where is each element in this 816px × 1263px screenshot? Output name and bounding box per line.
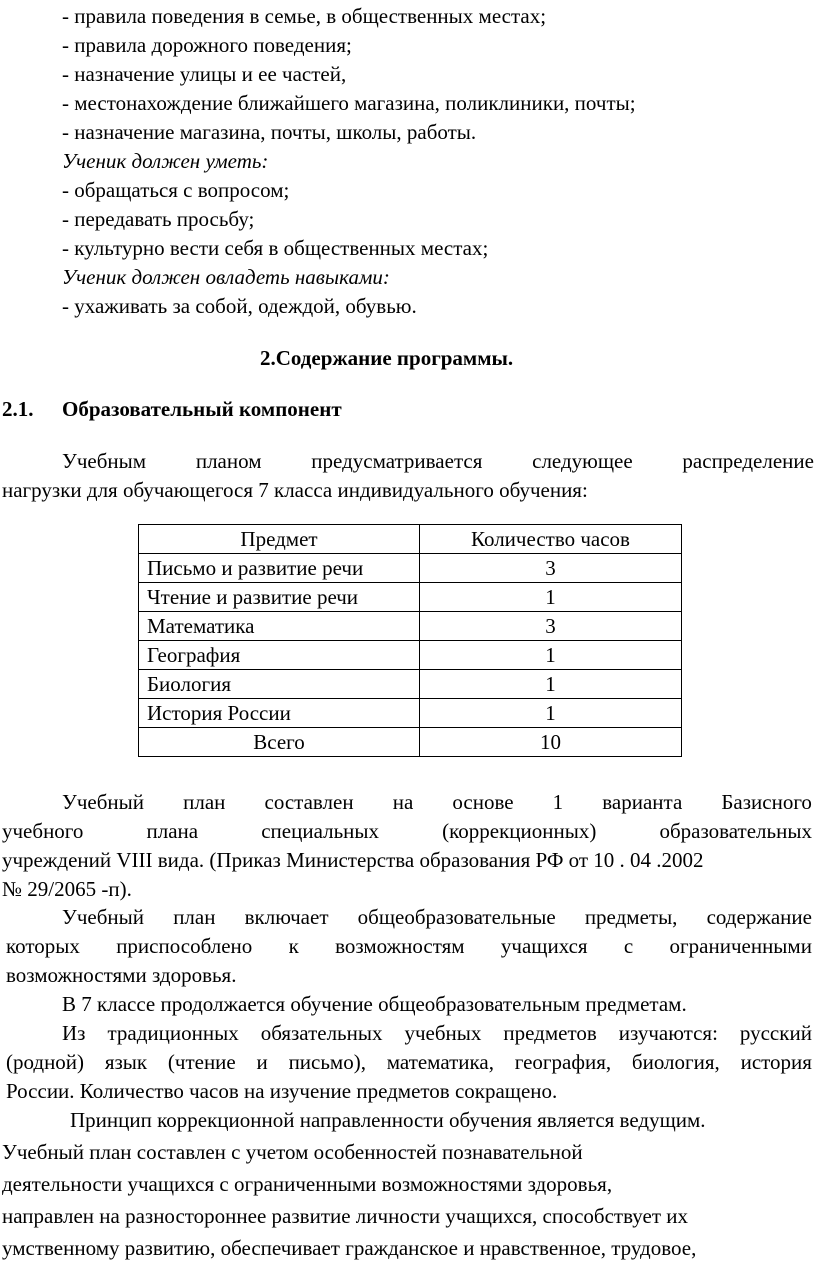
table-row: [139, 641, 682, 670]
paragraph-line: Принцип коррекционной направленности обучения является ведущим.: [70, 1108, 706, 1132]
subject-cell: География: [139, 641, 420, 670]
paragraph-line: учреждений VIII вида. (Приказ Министерства образования РФ от 10 . 04 .2002: [2, 848, 704, 872]
skills-heading: Ученик должен уметь:: [62, 149, 269, 173]
paragraph-line: Из традиционных обязательных учебных предметов изучаются: русский: [62, 1021, 812, 1045]
paragraph-line: (родной) язык (чтение и письмо), математика, география, биология, история: [6, 1050, 812, 1074]
list-item: - правила поведения в семье, в общественных местах;: [62, 4, 547, 28]
total-value: 10: [420, 728, 682, 757]
subsection-title: Образовательный компонент: [62, 397, 342, 421]
hours-cell: 1: [420, 670, 682, 699]
column-header-subject: Предмет: [139, 525, 420, 554]
hours-table: [138, 524, 682, 757]
list-item: - обращаться с вопросом;: [62, 178, 290, 202]
paragraph-line: Учебный план составлен с учетом особенностей познавательной: [2, 1140, 583, 1164]
column-header-hours: Количество часов: [420, 525, 682, 554]
paragraph-line: № 29/2065 -п).: [2, 877, 132, 901]
paragraph-line: деятельности учащихся с ограниченными возможностями здоровья,: [2, 1172, 613, 1196]
hours-cell: 1: [420, 699, 682, 728]
paragraph-line: учебного плана специальных (коррекционных) образовательных: [2, 819, 812, 843]
subsection-number: 2.1.: [2, 397, 34, 421]
paragraph-line: В 7 классе продолжается обучение общеобразовательным предметам.: [62, 992, 687, 1016]
subject-cell: Чтение и развитие речи: [139, 583, 420, 612]
subject-cell: Математика: [139, 612, 420, 641]
habits-heading: Ученик должен овладеть навыками:: [62, 265, 390, 289]
table-header-row: [139, 525, 682, 554]
list-item: - правила дорожного поведения;: [62, 33, 352, 57]
subject-cell: История России: [139, 699, 420, 728]
paragraph-line: России. Количество часов на изучение предметов сокращено.: [6, 1079, 558, 1103]
list-item: - ухаживать за собой, одеждой, обувью.: [62, 294, 417, 318]
list-item: - местонахождение ближайшего магазина, поликлиники, почты;: [62, 91, 636, 115]
table-row: [139, 554, 682, 583]
table-total-row: [139, 728, 682, 757]
total-label: Всего: [139, 728, 420, 757]
hours-cell: 3: [420, 554, 682, 583]
table-row: [139, 670, 682, 699]
list-item: - назначение магазина, почты, школы, работы.: [62, 120, 477, 144]
paragraph-line: умственному развитию, обеспечивает гражданское и нравственное, трудовое,: [2, 1236, 697, 1260]
list-item: - передавать просьбу;: [62, 207, 255, 231]
table-row: [139, 699, 682, 728]
list-item: - назначение улицы и ее частей,: [62, 62, 347, 86]
hours-cell: 3: [420, 612, 682, 641]
table-row: [139, 612, 682, 641]
paragraph-line: возможностями здоровья.: [6, 963, 237, 987]
paragraph-line: Учебный план составлен на основе 1 варианта Базисного: [62, 790, 812, 814]
hours-cell: 1: [420, 641, 682, 670]
paragraph-line: направлен на разностороннее развитие личности учащихся, способствует их: [2, 1204, 688, 1228]
subject-cell: Биология: [139, 670, 420, 699]
hours-cell: 1: [420, 583, 682, 612]
list-item: - культурно вести себя в общественных местах;: [62, 236, 489, 260]
table-row: [139, 583, 682, 612]
subject-cell: Письмо и развитие речи: [139, 554, 420, 583]
paragraph-line: Учебный план включает общеобразовательные предметы, содержание: [62, 905, 812, 929]
paragraph-line: которых приспособлено к возможностям учащихся с ограниченными: [6, 934, 812, 958]
section-title: 2.Содержание программы.: [260, 346, 514, 370]
paragraph-line: Учебным планом предусматривается следующее распределение: [62, 449, 814, 473]
paragraph-line: нагрузки для обучающегося 7 класса индивидуального обучения:: [2, 478, 588, 502]
